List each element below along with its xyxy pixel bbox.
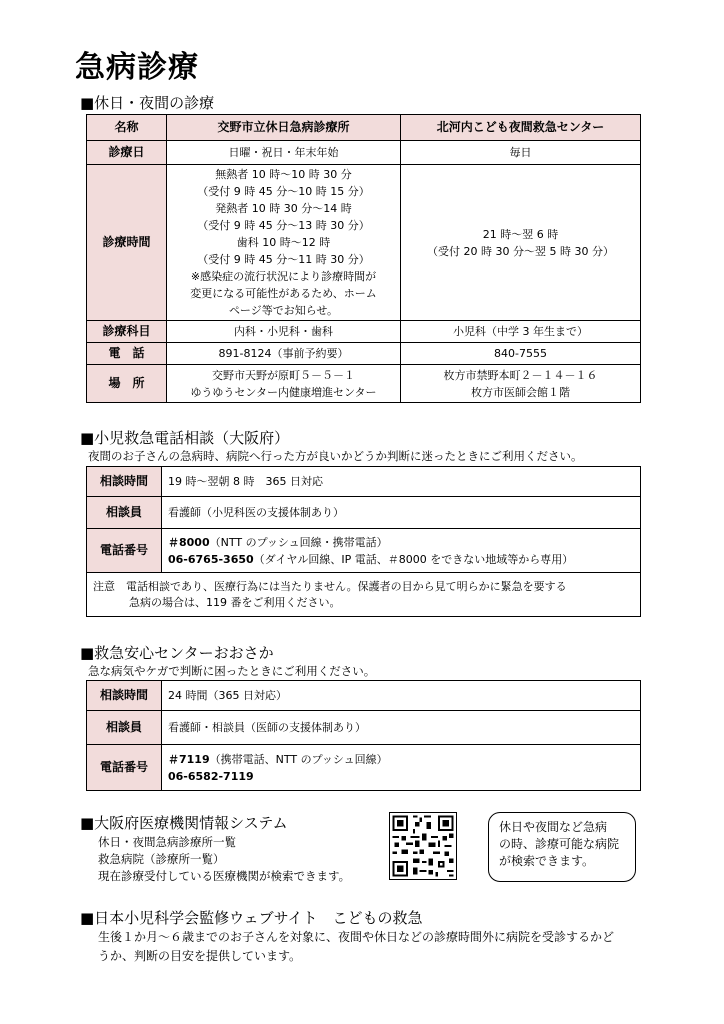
- description-line: うか、判断の目安を提供しています。: [98, 949, 302, 963]
- phone-value: [162, 745, 641, 791]
- holiday-night-clinic-table: [86, 114, 641, 403]
- phone-value: [162, 529, 641, 573]
- hours-line: （受付 9 時 45 分～11 時 30 分）: [197, 253, 370, 266]
- hours-note: ※感染症の流行状況により診療時間が: [190, 270, 377, 283]
- table-row-phone: [87, 343, 641, 365]
- table-row-day: [87, 141, 641, 165]
- note-line: 注意 電話相談であり、医療行為には当たりません。保護者の目から見て明らかに緊急を要する: [93, 579, 567, 593]
- section-heading-holiday-night: ■休日・夜間の診療: [80, 94, 215, 112]
- kodomo-kyukyu-description: [98, 928, 614, 966]
- phone-number-long: 06-6765-3650: [168, 552, 254, 566]
- row-label-staff: 相談員: [87, 497, 162, 529]
- row-label-staff: 相談員: [87, 711, 162, 745]
- row-label-hours: 診療時間: [87, 165, 167, 321]
- bubble-line: が検索できます。: [499, 854, 595, 868]
- table-row-hours: [87, 165, 641, 321]
- phone-number-short: ＃7119: [168, 752, 210, 766]
- description-line: 生後１か月～６歳までのお子さんを対象に、夜間や休日などの診療時間外に病院を受診するかど: [98, 930, 615, 944]
- bubble-line: の時、診療可能な病院: [499, 837, 620, 851]
- qr-code-icon[interactable]: [389, 812, 457, 880]
- table-row-place: [87, 365, 641, 403]
- row-label-place: 場 所: [87, 365, 167, 403]
- row-label-phone: 電話番号: [87, 745, 162, 791]
- info-system-list: [98, 834, 350, 885]
- page-title: 急病診療: [75, 50, 199, 85]
- staff-value: 看護師・相談員（医師の支援体制あり）: [162, 711, 641, 745]
- staff-value: 看護師（小児科医の支援体制あり）: [162, 497, 641, 529]
- table-row-time: [87, 467, 641, 497]
- phone-number-long: 06-6582-7119: [168, 769, 254, 783]
- phone-clinic-1: 891-8124（事前予約要）: [167, 343, 401, 365]
- row-label-phone: 電話番号: [87, 529, 162, 573]
- emergency-center-table: [86, 680, 641, 791]
- row-label-phone: 電 話: [87, 343, 167, 365]
- address-line: ゆうゆうセンター内健康増進センター: [190, 385, 377, 399]
- table-row-phone: [87, 529, 641, 573]
- hours-clinic-1: [167, 165, 401, 321]
- info-system-line: 現在診療受付している医療機関が検索できます。: [98, 869, 351, 883]
- section-description: 夜間のお子さんの急病時、病院へ行った方が良いかどうか判断に迷ったときにご利用ください。: [88, 449, 583, 463]
- section-heading-kodomo-kyukyu: ■日本小児科学会監修ウェブサイト こどもの救急: [80, 909, 423, 927]
- place-clinic-2: [401, 365, 641, 403]
- row-label-time: 相談時間: [87, 681, 162, 711]
- section-heading-emergency-center: ■救急安心センターおおさか: [80, 644, 274, 662]
- table-row-staff: [87, 497, 641, 529]
- info-system-line: 休日・夜間急病診療所一覧: [98, 835, 236, 849]
- table-header-row: [87, 115, 641, 141]
- pediatric-phone-table: [86, 466, 641, 617]
- note-cell: [87, 573, 641, 617]
- hours-line: （受付 9 時 45 分～10 時 15 分）: [197, 185, 370, 198]
- row-label-day: 診療日: [87, 141, 167, 165]
- header-name: 名称: [87, 115, 167, 141]
- phone-clinic-2: 840-7555: [401, 343, 641, 365]
- address-line: 枚方市医師会館１階: [471, 385, 570, 399]
- hours-line: （受付 20 時 30 分～翌 5 時 30 分）: [427, 244, 614, 258]
- speech-bubble: [488, 812, 636, 882]
- table-row-dept: [87, 321, 641, 343]
- section-description: 急な病気やケガで判断に困ったときにご利用ください。: [88, 664, 376, 678]
- hours-clinic-2: [401, 165, 641, 321]
- phone-number-note: （NTT のプッシュ回線・携帯電話）: [209, 535, 388, 549]
- time-value: 24 時間（365 日対応）: [162, 681, 641, 711]
- section-heading-pediatric-phone: ■小児救急電話相談（大阪府）: [80, 429, 290, 447]
- hours-line: 無熱者 10 時～10 時 30 分: [215, 168, 352, 181]
- table-row-phone: [87, 745, 641, 791]
- address-line: 枚方市禁野本町２－１４－１６: [443, 368, 598, 382]
- hours-line: 歯科 10 時～12 時: [236, 236, 331, 249]
- table-row-time: [87, 681, 641, 711]
- hours-note: ページ等でお知らせ。: [228, 304, 339, 317]
- row-label-dept: 診療科目: [87, 321, 167, 343]
- address-line: 交野市天野が原町５－５－１: [212, 368, 355, 382]
- day-clinic-2: 毎日: [401, 141, 641, 165]
- table-row-note: [87, 573, 641, 617]
- header-clinic-1: 交野市立休日急病診療所: [167, 115, 401, 141]
- dept-clinic-2: 小児科（中学 3 年生まで）: [401, 321, 641, 343]
- info-system-line: 救急病院（診療所一覧）: [98, 852, 225, 866]
- table-row-staff: [87, 711, 641, 745]
- phone-number-note: （携帯電話、NTT のプッシュ回線）: [209, 752, 388, 766]
- hours-note: 変更になる可能性があるため、ホーム: [190, 287, 377, 300]
- note-line: 急病の場合は、119 番をご利用ください。: [129, 595, 341, 609]
- phone-number-note: （ダイヤル回線、IP 電話、＃8000 をできない地域等から専用）: [253, 552, 574, 566]
- header-clinic-2: 北河内こども夜間救急センター: [401, 115, 641, 141]
- bubble-line: 休日や夜間など急病: [499, 820, 608, 834]
- row-label-time: 相談時間: [87, 467, 162, 497]
- hours-line: 発熱者 10 時 30 分～14 時: [215, 202, 352, 215]
- place-clinic-1: [167, 365, 401, 403]
- hours-line: 21 時～翌 6 時: [482, 227, 559, 241]
- dept-clinic-1: 内科・小児科・歯科: [167, 321, 401, 343]
- phone-number-short: ＃8000: [168, 535, 210, 549]
- hours-line: （受付 9 時 45 分～13 時 30 分）: [197, 219, 370, 232]
- section-heading-info-system: ■大阪府医療機関情報システム: [80, 814, 288, 832]
- day-clinic-1: 日曜・祝日・年末年始: [167, 141, 401, 165]
- time-value: 19 時～翌朝 8 時 365 日対応: [162, 467, 641, 497]
